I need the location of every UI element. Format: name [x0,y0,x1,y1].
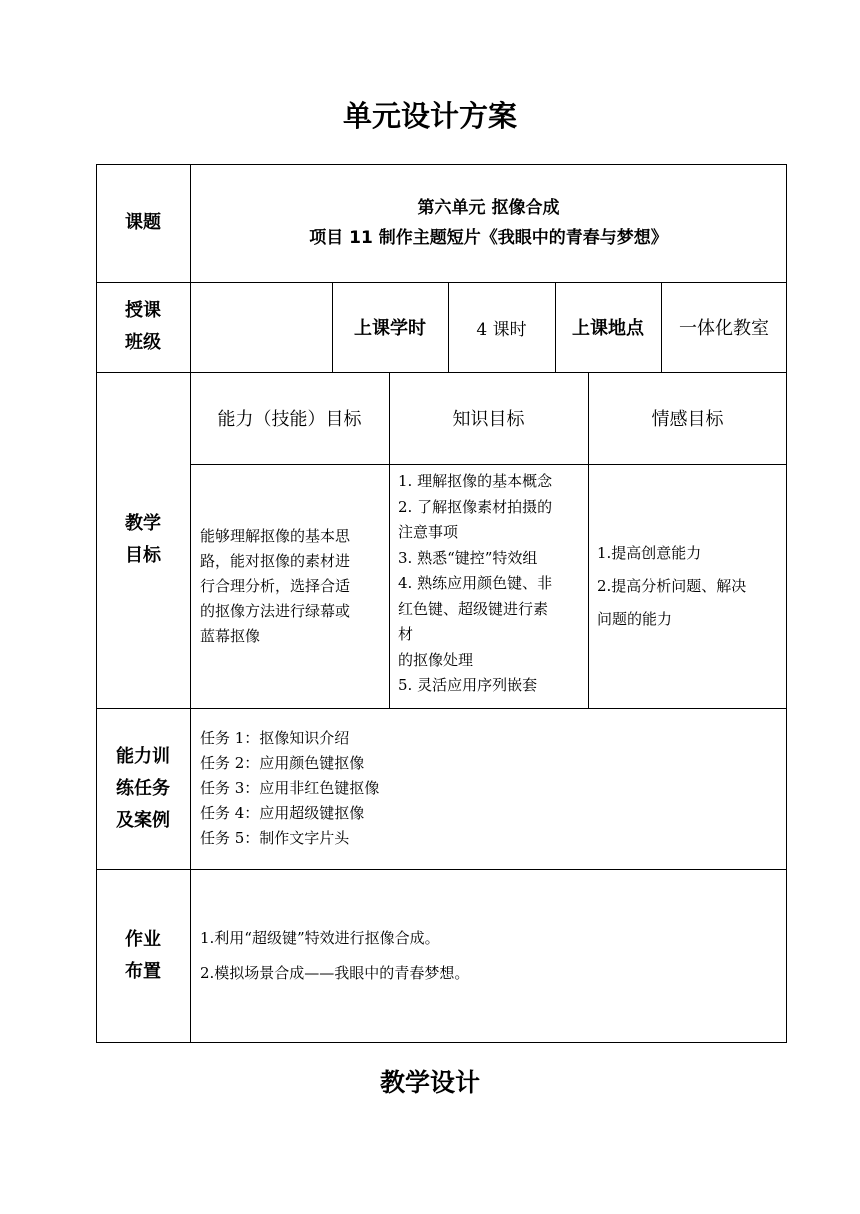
topic-value [190,164,787,282]
goals-label: 教学 目标 [125,513,161,566]
emotion-goal-header: 情感目标 [651,409,724,430]
homework-content [190,869,787,1043]
knowledge-goal-header: 知识目标 [452,409,525,430]
task-item: 任务 5：制作文字片头 [200,829,350,847]
class-label: 授课 班级 [125,300,161,353]
task-item: 任务 2：应用颜色键抠像 [200,754,365,772]
ability-goal-content: 能够理解抠像的基本思 路，能对抠像的素材进 行合理分析，选择合适 的抠像方法进行绿幕或 蓝幕抠像 [200,526,351,645]
hours-label: 上课学时 [354,318,426,339]
page-title: 单元设计方案 [342,99,517,133]
homework-label: 作业 布置 [125,929,161,982]
task-item: 任务 3：应用非红色键抠像 [200,779,380,797]
ability-goal-header: 能力（技能）目标 [217,409,362,430]
task-item: 任务 1：抠像知识介绍 [200,729,350,747]
section-title: 教学设计 [379,1068,480,1097]
class-value [190,282,332,372]
place-value: 一体化教室 [679,318,769,339]
homework-item: 1.利用“超级键”特效进行抠像合成。 [200,929,440,947]
hours-value: 4 课时 [476,319,527,340]
homework-item: 2.模拟场景合成——我眼中的青春梦想。 [200,964,470,982]
knowledge-goal-content: 1. 理解抠像的基本概念 2. 了解抠像素材拍摄的 注意事项 3. 熟悉“键控”特效组 4. 熟练应用颜色键、非 红色键、超级键进行素 材 的抠像处理 5. 灵活应用序列嵌套 [398,472,553,694]
project-name: 项目 11 制作主题短片《我眼中的青春与梦想》 [309,228,668,248]
place-label: 上课地点 [572,318,644,339]
tasks-label: 能力训 练任务 及案例 [116,745,170,831]
unit-name: 第六单元 抠像合成 [417,198,560,218]
emotion-goal-content: 1.提高创意能力 2.提高分析问题、解决 问题的能力 [597,543,747,628]
tasks-content [190,708,787,869]
task-item: 任务 4：应用超级键抠像 [200,804,365,822]
topic-label: 课题 [125,212,161,233]
